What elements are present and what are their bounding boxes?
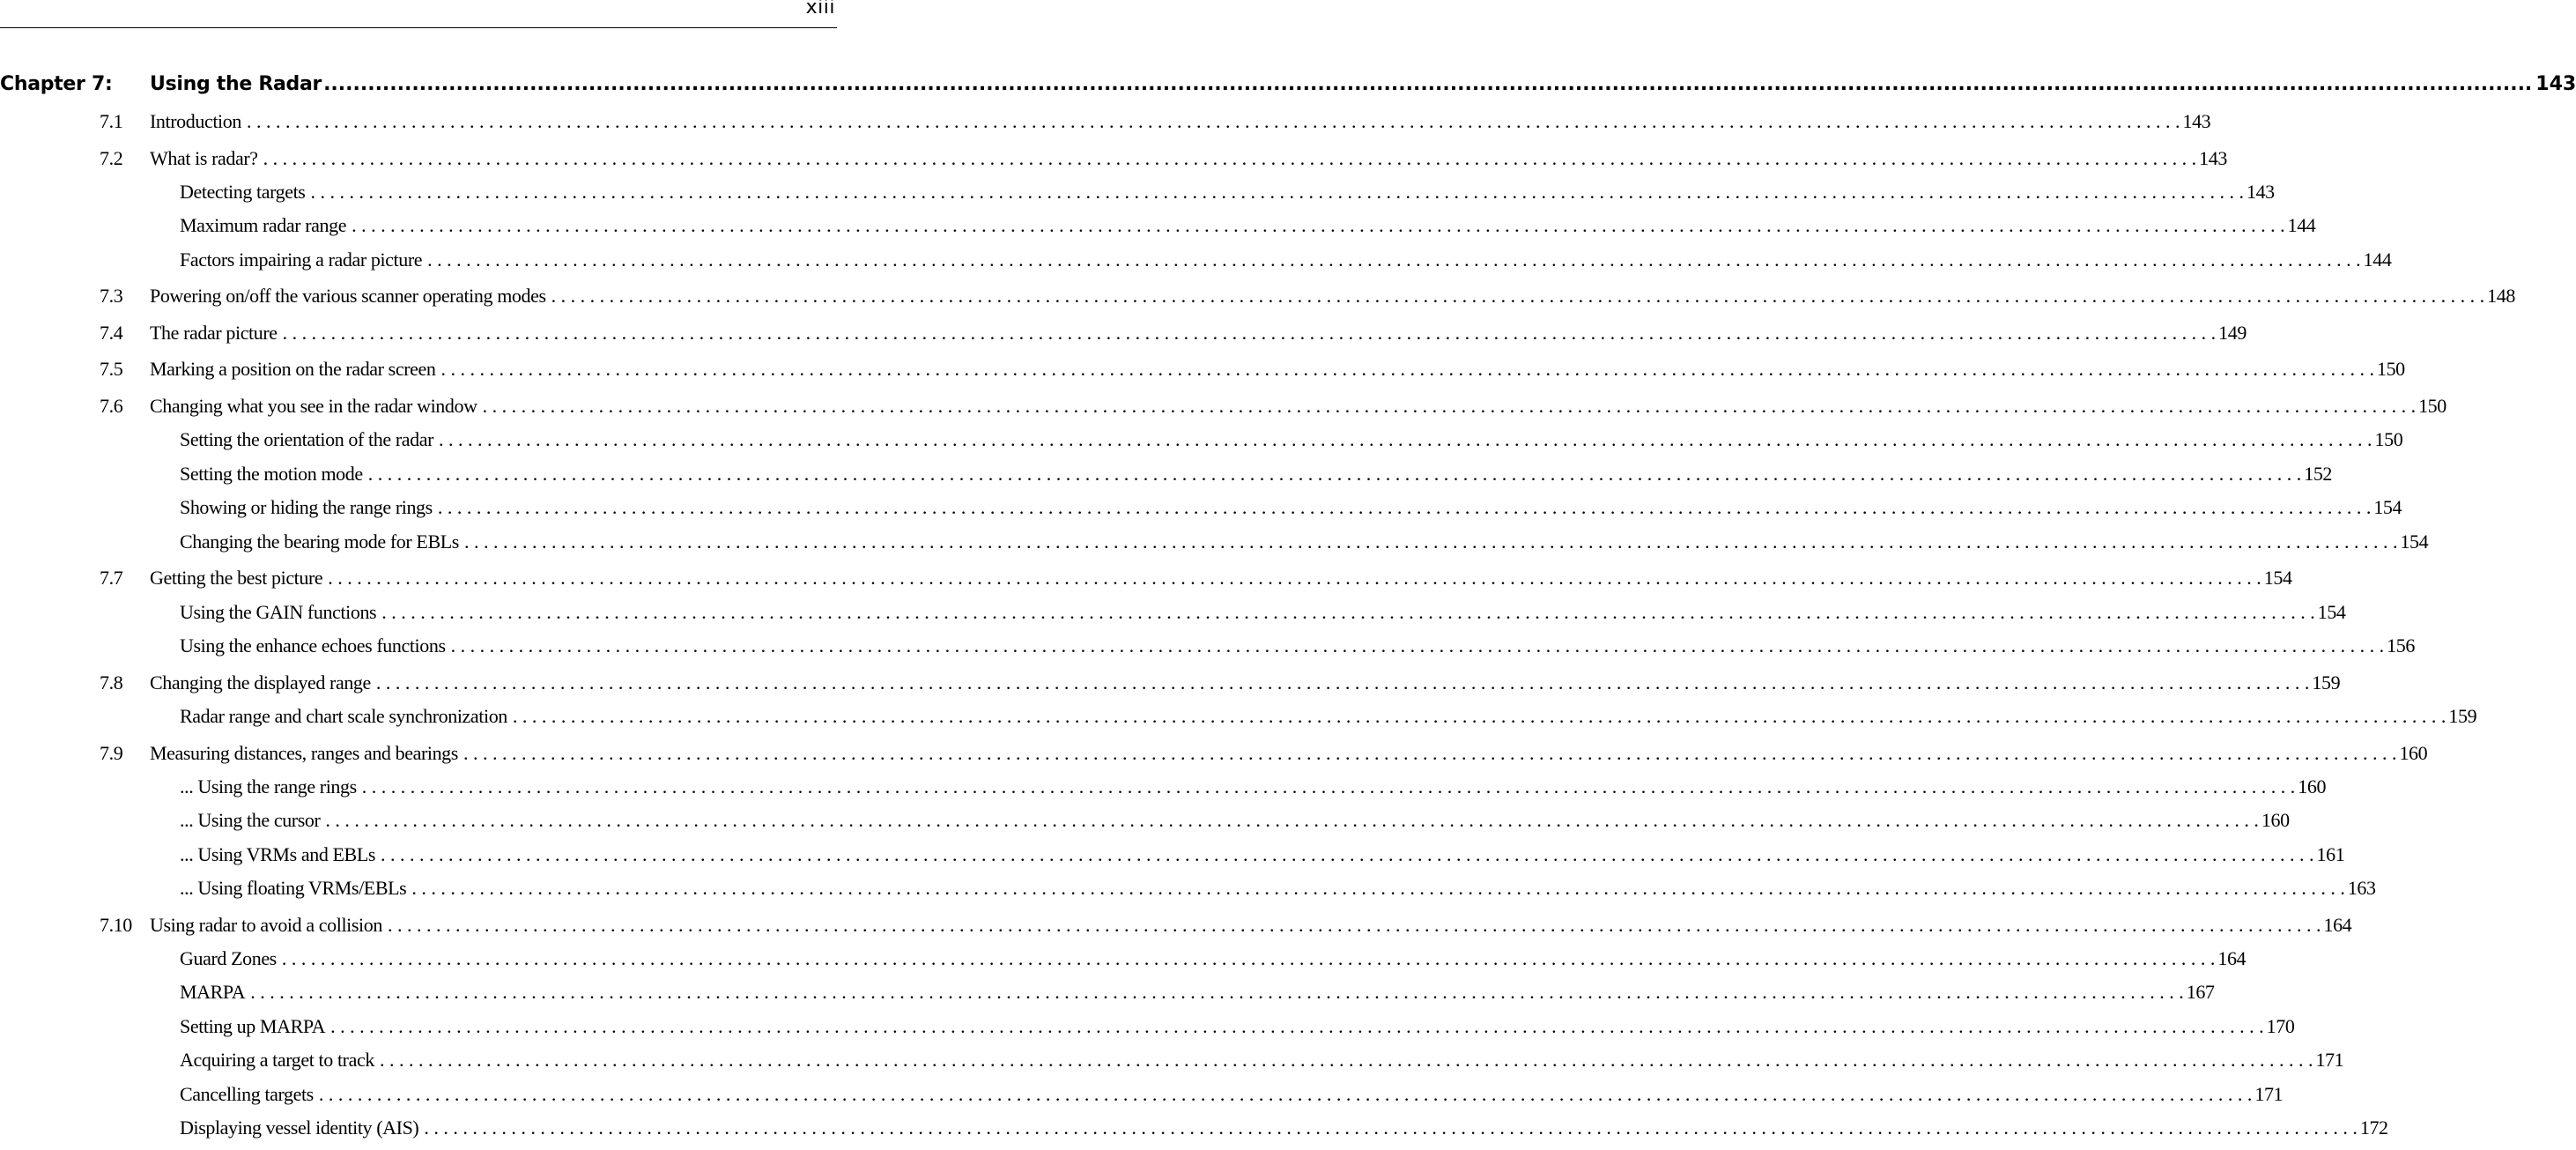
entry-title: Marking a position on the radar screen xyxy=(150,358,436,381)
toc-subsection-entry[interactable] xyxy=(0,1078,2284,1111)
toc-subsection-entry[interactable] xyxy=(0,491,2402,524)
dot-leader: . . . . . . . . . . . . . . . . . . . . . . . . . . . . . . . . . . . . . . . . . . . . . . . . . . . . . . . . . . . . . . . . . . . . . . . . . . . . . . . . . . . . . . . . . . . . . . . . . . . . . . . . . . . . . . . . . . . . . . . . . . . . . . . . . . . . . . . . . . . . . . . . . . . . . . . . . . . . . . . . . . . . . . . . . . . . . . . . . . . . . . . . . . . . . . . . . . . . . . . . xyxy=(463,741,2397,764)
section-number: 7.2 xyxy=(100,146,123,169)
toc-section-entry[interactable] xyxy=(0,666,2341,700)
entry-title: MARPA xyxy=(180,981,246,1004)
dot-leader: . . . . . . . . . . . . . . . . . . . . . . . . . . . . . . . . . . . . . . . . . . . . . . . . . . . . . . . . . . . . . . . . . . . . . . . . . . . . . . . . . . . . . . . . . . . . . . . . . . . . . . . . . . . . . . . . . . . . . . . . . . . . . . . . . . . . . . . . . . . . . . . . . . . . . . . . . . . . . . . . . . . . . . . . . . . . . . . . . . . . . . . . . . . . . . . . . . . . . . . . xyxy=(411,877,2345,900)
toc-section-entry[interactable] xyxy=(0,105,2211,138)
chapter-title: Using the Radar xyxy=(150,73,322,95)
entry-title: Measuring distances, ranges and bearings xyxy=(150,741,458,764)
entry-page-number: 160 xyxy=(2261,809,2290,832)
dot-leader: . . . . . . . . . . . . . . . . . . . . . . . . . . . . . . . . . . . . . . . . . . . . . . . . . . . . . . . . . . . . . . . . . . . . . . . . . . . . . . . . . . . . . . . . . . . . . . . . . . . . . . . . . . . . . . . . . . . . . . . . . . . . . . . . . . . . . . . . . . . . . . . . . . . . . . . . . . . . . . . . . . . . . . . . . . . . . . . . . . . . . . . . . . . . . . . . . . . . . . . . xyxy=(375,671,2310,694)
toc-section-entry[interactable] xyxy=(0,390,2446,423)
entry-title: The radar picture xyxy=(150,321,278,344)
entry-page-number: 154 xyxy=(2373,496,2402,519)
entry-page-number: 156 xyxy=(2387,634,2415,657)
entry-page-number: 143 xyxy=(2199,146,2227,169)
entry-page-number: 154 xyxy=(2400,530,2429,553)
dot-leader: . . . . . . . . . . . . . . . . . . . . . . . . . . . . . . . . . . . . . . . . . . . . . . . . . . . . . . . . . . . . . . . . . . . . . . . . . . . . . . . . . . . . . . . . . . . . . . . . . . . . . . . . . . . . . . . . . . . . . . . . . . . . . . . . . . . . . . . . . . . . . . . . . . . . . . . . . . . . . . . . . . . . . . . . . . . . . . . . . . . . . . . . . . . . . . . . . . . . . . . . xyxy=(250,981,2184,1004)
toc-section-entry[interactable] xyxy=(0,142,2227,175)
entry-title: Changing the displayed range xyxy=(150,671,371,694)
dot-leader: . . . . . . . . . . . . . . . . . . . . . . . . . . . . . . . . . . . . . . . . . . . . . . . . . . . . . . . . . . . . . . . . . . . . . . . . . . . . . . . . . . . . . . . . . . . . . . . . . . . . . . . . . . . . . . . . . . . . . . . . . . . . . . . . . . . . . . . . . . . . . . . . . . . . . . . . . . . . . . . . . . . . . . . . . . . . . . . . . . . . . . . . . . . . . . . . . . . . . . . . xyxy=(512,704,2446,727)
dot-leader: . . . . . . . . . . . . . . . . . . . . . . . . . . . . . . . . . . . . . . . . . . . . . . . . . . . . . . . . . . . . . . . . . . . . . . . . . . . . . . . . . . . . . . . . . . . . . . . . . . . . . . . . . . . . . . . . . . . . . . . . . . . . . . . . . . . . . . . . . . . . . . . . . . . . . . . . . . . . . . . . . . . . . . . . . . . . . . . . . . . . . . . . . . . . . . . . . . . . . . . . xyxy=(367,462,2302,485)
dot-leader: . . . . . . . . . . . . . . . . . . . . . . . . . . . . . . . . . . . . . . . . . . . . . . . . . . . . . . . . . . . . . . . . . . . . . . . . . . . . . . . . . . . . . . . . . . . . . . . . . . . . . . . . . . . . . . . . . . . . . . . . . . . . . . . . . . . . . . . . . . . . . . . . . . . . . . . . . . . . . . . . . . . . . . . . . . . . . . . . . . . . . . . . . . . . . . . . . . . . . . . . xyxy=(427,248,2361,271)
section-number: 7.1 xyxy=(100,110,123,132)
entry-page-number: 144 xyxy=(2363,248,2392,271)
entry-title: Acquiring a target to track xyxy=(180,1049,374,1072)
dot-leader: . . . . . . . . . . . . . . . . . . . . . . . . . . . . . . . . . . . . . . . . . . . . . . . . . . . . . . . . . . . . . . . . . . . . . . . . . . . . . . . . . . . . . . . . . . . . . . . . . . . . . . . . . . . . . . . . . . . . . . . . . . . . . . . . . . . . . . . . . . . . . . . . . . . . . . . . . . . . . . . . . . . . . . . . . . . . . . . . . . . . . . . . . . . . . . . . . . . . . . . . xyxy=(450,634,2385,657)
entry-page-number: 160 xyxy=(2399,741,2428,764)
entry-page-number: 170 xyxy=(2266,1014,2295,1037)
section-number: 7.5 xyxy=(100,358,123,381)
toc-subsection-entry[interactable] xyxy=(0,976,2215,1009)
toc-subsection-entry[interactable] xyxy=(0,457,2333,491)
entry-page-number: 150 xyxy=(2374,428,2403,451)
dot-leader: . . . . . . . . . . . . . . . . . . . . . . . . . . . . . . . . . . . . . . . . . . . . . . . . . . . . . . . . . . . . . . . . . . . . . . . . . . . . . . . . . . . . . . . . . . . . . . . . . . . . . . . . . . . . . . . . . . . . . . . . . . . . . . . . . . . . . . . . . . . . . . . . . . . . . . . . . . . . . . . . . . . . . . . . . . . . . . . . . . . . . . . . . . . . . . . . . . . . . . . . xyxy=(282,321,2217,344)
chapter-heading[interactable] xyxy=(0,70,2576,99)
dot-leader: . . . . . . . . . . . . . . . . . . . . . . . . . . . . . . . . . . . . . . . . . . . . . . . . . . . . . . . . . . . . . . . . . . . . . . . . . . . . . . . . . . . . . . . . . . . . . . . . . . . . . . . . . . . . . . . . . . . . . . . . . . . . . . . . . . . . . . . . . . . . . . . . . . . . . . . . . . . . . . . . . . . . . . . . . . . . . . . . . . . . . . . . . . . . . . . . . . . . . . . . xyxy=(439,428,2372,451)
entry-page-number: 150 xyxy=(2376,358,2405,381)
entry-title: Guard Zones xyxy=(180,947,277,970)
dot-leader: . . . . . . . . . . . . . . . . . . . . . . . . . . . . . . . . . . . . . . . . . . . . . . . . . . . . . . . . . . . . . . . . . . . . . . . . . . . . . . . . . . . . . . . . . . . . . . . . . . . . . . . . . . . . . . . . . . . . . . . . . . . . . . . . . . . . . . . . . . . . . . . . . . . . . . . . . . . . . . . . . . . . . . . . . . . . . . . . . . . . . . . . . . . . . . . . . . . . . . . . xyxy=(379,1049,2313,1072)
entry-title: Using the GAIN functions xyxy=(180,600,377,623)
dot-leader: . . . . . . . . . . . . . . . . . . . . . . . . . . . . . . . . . . . . . . . . . . . . . . . . . . . . . . . . . . . . . . . . . . . . . . . . . . . . . . . . . . . . . . . . . . . . . . . . . . . . . . . . . . . . . . . . . . . . . . . . . . . . . . . . . . . . . . . . . . . . . . . . . . . . . . . . . . . . . . . . . . . . . . . . . . . . . . . . . . . . . . . . . . . . . . . . . . . . . . . . xyxy=(318,1082,2253,1105)
entry-title: What is radar? xyxy=(150,146,258,169)
chapter-label: Chapter 7: xyxy=(0,73,113,95)
entry-page-number: 154 xyxy=(2263,567,2292,590)
dot-leader: . . . . . . . . . . . . . . . . . . . . . . . . . . . . . . . . . . . . . . . . . . . . . . . . . . . . . . . . . . . . . . . . . . . . . . . . . . . . . . . . . . . . . . . . . . . . . . . . . . . . . . . . . . . . . . . . . . . . . . . . . . . . . . . . . . . . . . . . . . . . . . . . . . . . . . . . . . . . . . . . . . . . . . . . . . . . . . . . . . . . . . . . . . . . . . . . . . . . . . . . xyxy=(352,214,2285,237)
entry-page-number: 143 xyxy=(2182,110,2211,132)
toc-section-entry[interactable] xyxy=(0,316,2247,350)
entry-title: Changing what you see in the radar window xyxy=(150,395,477,418)
toc-subsection-entry[interactable] xyxy=(0,700,2477,733)
dot-leader: . . . . . . . . . . . . . . . . . . . . . . . . . . . . . . . . . . . . . . . . . . . . . . . . . . . . . . . . . . . . . . . . . . . . . . . . . . . . . . . . . . . . . . . . . . . . . . . . . . . . . . . . . . . . . . . . . . . . . . . . . . . . . . . . . . . . . . . . . . . . . . . . . . . . . . . . . . . . . . . . . . . . . . . . . . . . . . . . . . . . . . . . . . . . . . . . . . . . . . . . xyxy=(551,285,2485,308)
dot-leader: . . . . . . . . . . . . . . . . . . . . . . . . . . . . . . . . . . . . . . . . . . . . . . . . . . . . . . . . . . . . . . . . . . . . . . . . . . . . . . . . . . . . . . . . . . . . . . . . . . . . . . . . . . . . . . . . . . . . . . . . . . . . . . . . . . . . . . . . . . . . . . . . . . . . . . . . . . . . . . . . . . . . . . . . . . . . . . . . . . . . . . . . . . . . . . . . . . . . . . . . xyxy=(361,775,2296,798)
dot-leader: . . . . . . . . . . . . . . . . . . . . . . . . . . . . . . . . . . . . . . . . . . . . . . . . . . . . . . . . . . . . . . . . . . . . . . . . . . . . . . . . . . . . . . . . . . . . . . . . . . . . . . . . . . . . . . . . . . . . . . . . . . . . . . . . . . . . . . . . . . . . . . . . . . . . . . . . . . . . . . . . . . . . . . . . . . . . . . . . . . . . . . . . . . . . . . . . . . . . . . . . xyxy=(246,110,2180,132)
entry-page-number: 152 xyxy=(2304,462,2333,485)
entry-title: Getting the best picture xyxy=(150,567,323,590)
entry-page-number: 160 xyxy=(2298,775,2327,798)
toc-subsection-entry[interactable] xyxy=(0,175,2275,209)
section-number: 7.3 xyxy=(100,285,123,308)
toc-subsection-entry[interactable] xyxy=(0,838,2345,872)
entry-title: ... Using the range rings xyxy=(180,775,357,798)
dot-leader: . . . . . . . . . . . . . . . . . . . . . . . . . . . . . . . . . . . . . . . . . . . . . . . . . . . . . . . . . . . . . . . . . . . . . . . . . . . . . . . . . . . . . . . . . . . . . . . . . . . . . . . . . . . . . . . . . . . . . . . . . . . . . . . . . . . . . . . . . . . . . . . . . . . . . . . . . . . . . . . . . . . . . . . . . . . . . . . . . . . . . . . . . . . . . . . . . . . . . . . . xyxy=(440,358,2374,381)
entry-title: Setting the motion mode xyxy=(180,462,363,485)
dot-leader: . . . . . . . . . . . . . . . . . . . . . . . . . . . . . . . . . . . . . . . . . . . . . . . . . . . . . . . . . . . . . . . . . . . . . . . . . . . . . . . . . . . . . . . . . . . . . . . . . . . . . . . . . . . . . . . . . . . . . . . . . . . . . . . . . . . . . . . . . . . . . . . . . . . . . . . . . . . . . . . . . . . . . . . . . . . . . . . . . . . . . . . . . . . . . . . . . . . . . . . . xyxy=(263,146,2197,169)
entry-title: Radar range and chart scale synchronization xyxy=(180,704,507,727)
entry-title: Powering on/off the various scanner operating modes xyxy=(150,285,546,308)
toc-subsection-entry[interactable] xyxy=(0,942,2247,976)
entry-page-number: 163 xyxy=(2347,877,2376,900)
section-number: 7.6 xyxy=(100,395,123,418)
dot-leader: . . . . . . . . . . . . . . . . . . . . . . . . . . . . . . . . . . . . . . . . . . . . . . . . . . . . . . . . . . . . . . . . . . . . . . . . . . . . . . . . . . . . . . . . . . . . . . . . . . . . . . . . . . . . . . . . . . . . . . . . . . . . . . . . . . . . . . . . . . . . . . . . . . . . . . . . . . . . . . . . . . . . . . . . . . . . . . . . . . . . . . . . . . . . . . . . . . . . . . . . xyxy=(381,600,2315,623)
entry-title: Setting the orientation of the radar xyxy=(180,428,434,451)
entry-page-number: 164 xyxy=(2323,913,2352,936)
entry-title: Cancelling targets xyxy=(180,1082,314,1105)
entry-title: Changing the bearing mode for EBLs xyxy=(180,530,459,553)
section-number: 7.10 xyxy=(100,913,132,936)
entry-title: Setting up MARPA xyxy=(180,1014,326,1037)
entry-page-number: 143 xyxy=(2246,180,2275,203)
section-number: 7.8 xyxy=(100,671,123,694)
dot-leader: ............................................................................................................................................................................................................................................................................................................ xyxy=(323,73,2533,95)
dot-leader: . . . . . . . . . . . . . . . . . . . . . . . . . . . . . . . . . . . . . . . . . . . . . . . . . . . . . . . . . . . . . . . . . . . . . . . . . . . . . . . . . . . . . . . . . . . . . . . . . . . . . . . . . . . . . . . . . . . . . . . . . . . . . . . . . . . . . . . . . . . . . . . . . . . . . . . . . . . . . . . . . . . . . . . . . . . . . . . . . . . . . . . . . . . . . . . . . . . . . . . . xyxy=(281,947,2216,970)
entry-page-number: 159 xyxy=(2448,704,2477,727)
toc-subsection-entry[interactable] xyxy=(0,629,2415,663)
toc-subsection-entry[interactable] xyxy=(0,209,2316,242)
toc-section-entry[interactable] xyxy=(0,909,2352,942)
dot-leader: . . . . . . . . . . . . . . . . . . . . . . . . . . . . . . . . . . . . . . . . . . . . . . . . . . . . . . . . . . . . . . . . . . . . . . . . . . . . . . . . . . . . . . . . . . . . . . . . . . . . . . . . . . . . . . . . . . . . . . . . . . . . . . . . . . . . . . . . . . . . . . . . . . . . . . . . . . . . . . . . . . . . . . . . . . . . . . . . . . . . . . . . . . . . . . . . . . . . . . . . xyxy=(424,1117,2358,1139)
entry-page-number: 148 xyxy=(2487,285,2515,308)
toc-section-entry[interactable] xyxy=(0,279,2515,313)
toc-section-entry[interactable] xyxy=(0,561,2292,595)
entry-page-number: 154 xyxy=(2317,600,2346,623)
page-number: xiii xyxy=(805,0,835,19)
entry-title: Using radar to avoid a collision xyxy=(150,913,382,936)
toc-subsection-entry[interactable] xyxy=(0,525,2429,559)
entry-page-number: 172 xyxy=(2359,1117,2388,1139)
entry-title: ... Using the cursor xyxy=(180,809,321,832)
section-number: 7.9 xyxy=(100,741,123,764)
toc-subsection-entry[interactable] xyxy=(0,423,2403,456)
dot-leader: . . . . . . . . . . . . . . . . . . . . . . . . . . . . . . . . . . . . . . . . . . . . . . . . . . . . . . . . . . . . . . . . . . . . . . . . . . . . . . . . . . . . . . . . . . . . . . . . . . . . . . . . . . . . . . . . . . . . . . . . . . . . . . . . . . . . . . . . . . . . . . . . . . . . . . . . . . . . . . . . . . . . . . . . . . . . . . . . . . . . . . . . . . . . . . . . . . . . . . . . xyxy=(310,180,2244,203)
entry-title: ... Using VRMs and EBLs xyxy=(180,842,376,865)
entry-title: ... Using floating VRMs/EBLs xyxy=(180,877,407,900)
dot-leader: . . . . . . . . . . . . . . . . . . . . . . . . . . . . . . . . . . . . . . . . . . . . . . . . . . . . . . . . . . . . . . . . . . . . . . . . . . . . . . . . . . . . . . . . . . . . . . . . . . . . . . . . . . . . . . . . . . . . . . . . . . . . . . . . . . . . . . . . . . . . . . . . . . . . . . . . . . . . . . . . . . . . . . . . . . . . . . . . . . . . . . . . . . . . . . . . . . . . . . . . xyxy=(325,809,2259,832)
entry-page-number: 159 xyxy=(2312,671,2341,694)
entry-title: Displaying vessel identity (AIS) xyxy=(180,1117,419,1139)
entry-page-number: 171 xyxy=(2315,1049,2344,1072)
toc-subsection-entry[interactable] xyxy=(0,804,2290,837)
section-number: 7.7 xyxy=(100,567,123,590)
entry-page-number: 149 xyxy=(2218,321,2247,344)
toc-subsection-entry[interactable] xyxy=(0,243,2392,277)
entry-title: Detecting targets xyxy=(180,180,306,203)
header-rule xyxy=(0,27,837,28)
dot-leader: . . . . . . . . . . . . . . . . . . . . . . . . . . . . . . . . . . . . . . . . . . . . . . . . . . . . . . . . . . . . . . . . . . . . . . . . . . . . . . . . . . . . . . . . . . . . . . . . . . . . . . . . . . . . . . . . . . . . . . . . . . . . . . . . . . . . . . . . . . . . . . . . . . . . . . . . . . . . . . . . . . . . . . . . . . . . . . . . . . . . . . . . . . . . . . . . . . . . . . . . xyxy=(381,842,2314,865)
chapter-page-number: 143 xyxy=(2535,73,2576,95)
entry-page-number: 161 xyxy=(2316,842,2345,865)
entry-page-number: 144 xyxy=(2287,214,2316,237)
entry-title: Maximum radar range xyxy=(180,214,347,237)
toc-subsection-entry[interactable] xyxy=(0,1111,2388,1145)
entry-title: Introduction xyxy=(150,110,241,132)
dot-leader: . . . . . . . . . . . . . . . . . . . . . . . . . . . . . . . . . . . . . . . . . . . . . . . . . . . . . . . . . . . . . . . . . . . . . . . . . . . . . . . . . . . . . . . . . . . . . . . . . . . . . . . . . . . . . . . . . . . . . . . . . . . . . . . . . . . . . . . . . . . . . . . . . . . . . . . . . . . . . . . . . . . . . . . . . . . . . . . . . . . . . . . . . . . . . . . . . . . . . . . . xyxy=(328,567,2261,590)
dot-leader: . . . . . . . . . . . . . . . . . . . . . . . . . . . . . . . . . . . . . . . . . . . . . . . . . . . . . . . . . . . . . . . . . . . . . . . . . . . . . . . . . . . . . . . . . . . . . . . . . . . . . . . . . . . . . . . . . . . . . . . . . . . . . . . . . . . . . . . . . . . . . . . . . . . . . . . . . . . . . . . . . . . . . . . . . . . . . . . . . . . . . . . . . . . . . . . . . . . . . . . . xyxy=(437,496,2372,519)
entry-page-number: 150 xyxy=(2418,395,2446,418)
entry-title: Using the enhance echoes functions xyxy=(180,634,446,657)
section-number: 7.4 xyxy=(100,321,123,344)
toc-section-entry[interactable] xyxy=(0,737,2428,770)
entry-page-number: 164 xyxy=(2217,947,2247,970)
entry-page-number: 167 xyxy=(2186,981,2215,1004)
toc-subsection-entry[interactable] xyxy=(0,596,2346,629)
toc-subsection-entry[interactable] xyxy=(0,1043,2344,1077)
entry-page-number: 171 xyxy=(2254,1082,2284,1105)
entry-title: Factors impairing a radar picture xyxy=(180,248,423,271)
dot-leader: . . . . . . . . . . . . . . . . . . . . . . . . . . . . . . . . . . . . . . . . . . . . . . . . . . . . . . . . . . . . . . . . . . . . . . . . . . . . . . . . . . . . . . . . . . . . . . . . . . . . . . . . . . . . . . . . . . . . . . . . . . . . . . . . . . . . . . . . . . . . . . . . . . . . . . . . . . . . . . . . . . . . . . . . . . . . . . . . . . . . . . . . . . . . . . . . . . . . . . . . xyxy=(482,395,2417,418)
dot-leader: . . . . . . . . . . . . . . . . . . . . . . . . . . . . . . . . . . . . . . . . . . . . . . . . . . . . . . . . . . . . . . . . . . . . . . . . . . . . . . . . . . . . . . . . . . . . . . . . . . . . . . . . . . . . . . . . . . . . . . . . . . . . . . . . . . . . . . . . . . . . . . . . . . . . . . . . . . . . . . . . . . . . . . . . . . . . . . . . . . . . . . . . . . . . . . . . . . . . . . . . xyxy=(387,913,2321,936)
entry-title: Showing or hiding the range rings xyxy=(180,496,433,519)
table-of-contents xyxy=(0,105,2515,1145)
toc-subsection-entry[interactable] xyxy=(0,770,2327,804)
toc-subsection-entry[interactable] xyxy=(0,1010,2295,1043)
dot-leader: . . . . . . . . . . . . . . . . . . . . . . . . . . . . . . . . . . . . . . . . . . . . . . . . . . . . . . . . . . . . . . . . . . . . . . . . . . . . . . . . . . . . . . . . . . . . . . . . . . . . . . . . . . . . . . . . . . . . . . . . . . . . . . . . . . . . . . . . . . . . . . . . . . . . . . . . . . . . . . . . . . . . . . . . . . . . . . . . . . . . . . . . . . . . . . . . . . . . . . . . xyxy=(463,530,2398,553)
toc-subsection-entry[interactable] xyxy=(0,872,2376,905)
dot-leader: . . . . . . . . . . . . . . . . . . . . . . . . . . . . . . . . . . . . . . . . . . . . . . . . . . . . . . . . . . . . . . . . . . . . . . . . . . . . . . . . . . . . . . . . . . . . . . . . . . . . . . . . . . . . . . . . . . . . . . . . . . . . . . . . . . . . . . . . . . . . . . . . . . . . . . . . . . . . . . . . . . . . . . . . . . . . . . . . . . . . . . . . . . . . . . . . . . . . . . . . xyxy=(330,1014,2264,1037)
toc-section-entry[interactable] xyxy=(0,352,2405,386)
